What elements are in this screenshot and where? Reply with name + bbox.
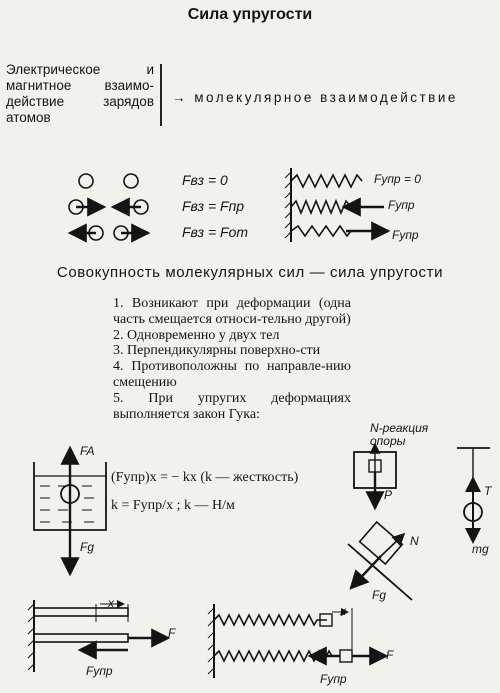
list-item: 5. При упругих деформациях выполняется закон Гука: <box>113 390 351 422</box>
liquid-hatch <box>40 486 94 522</box>
label-n-reaction: N-реакция опоры <box>370 421 429 448</box>
rod-icon <box>34 608 128 616</box>
label-t: T <box>484 484 492 498</box>
case-formula-1: Fвз = 0 <box>182 172 228 188</box>
label-x1: x <box>108 596 114 610</box>
label-fa: FA <box>80 444 95 458</box>
label-fg2: Fg <box>372 588 387 602</box>
spring-icon <box>291 226 351 236</box>
spring-label-1: Fупр = 0 <box>374 172 421 186</box>
label-fg: Fg <box>80 540 95 554</box>
spring-end-icon <box>340 650 352 662</box>
n-incline-arrow-icon <box>381 534 404 556</box>
molecule-icon <box>79 174 93 188</box>
label-n: N <box>410 534 419 548</box>
intro-right-text: молекулярное взаимодействие <box>194 90 458 105</box>
label-mg: mg <box>472 542 489 556</box>
label-p: P <box>384 488 393 502</box>
rod-icon <box>34 634 128 642</box>
list-item: 4. Противоположны по направле-нию смещению <box>113 359 351 390</box>
intro-left-text: Электрическое и магнитное взаимо-действие зарядов атомов <box>6 62 154 125</box>
molecule-icon <box>124 174 138 188</box>
spring-icon <box>291 175 362 187</box>
case-formula-2: Fвз = Fпр <box>182 198 245 214</box>
label-f2: F <box>386 648 394 662</box>
label-fupr1: Fупр <box>86 664 113 678</box>
label-fupr2: Fупр <box>320 672 347 686</box>
page-title: Сила упругости <box>187 6 313 23</box>
hooke-law: (Fупр)x = − kx (k — жесткость) <box>111 470 299 485</box>
spring-label-3: Fупр <box>392 228 419 242</box>
label-x2: x <box>340 604 346 618</box>
list-item: 2. Одновременно у двух тел <box>113 327 280 343</box>
case-formula-3: Fвз = Fот <box>182 224 249 240</box>
arrow-icon: → <box>172 90 188 105</box>
spring-icon <box>214 615 327 625</box>
subheading: Совокупность молекулярных сил — сила упругости <box>56 264 444 281</box>
incline-icon <box>348 544 412 600</box>
list-item: 1. Возникают при деформации (одна часть смещается относи-тельно другой) <box>113 296 351 327</box>
list-item: 3. Перпендикулярны поверхно-сти <box>113 343 321 359</box>
label-f1: F <box>168 626 176 640</box>
spring-label-2: Fупр <box>388 198 415 212</box>
stiffness-formula: k = Fупр/x ; k — Н/м <box>111 498 235 513</box>
